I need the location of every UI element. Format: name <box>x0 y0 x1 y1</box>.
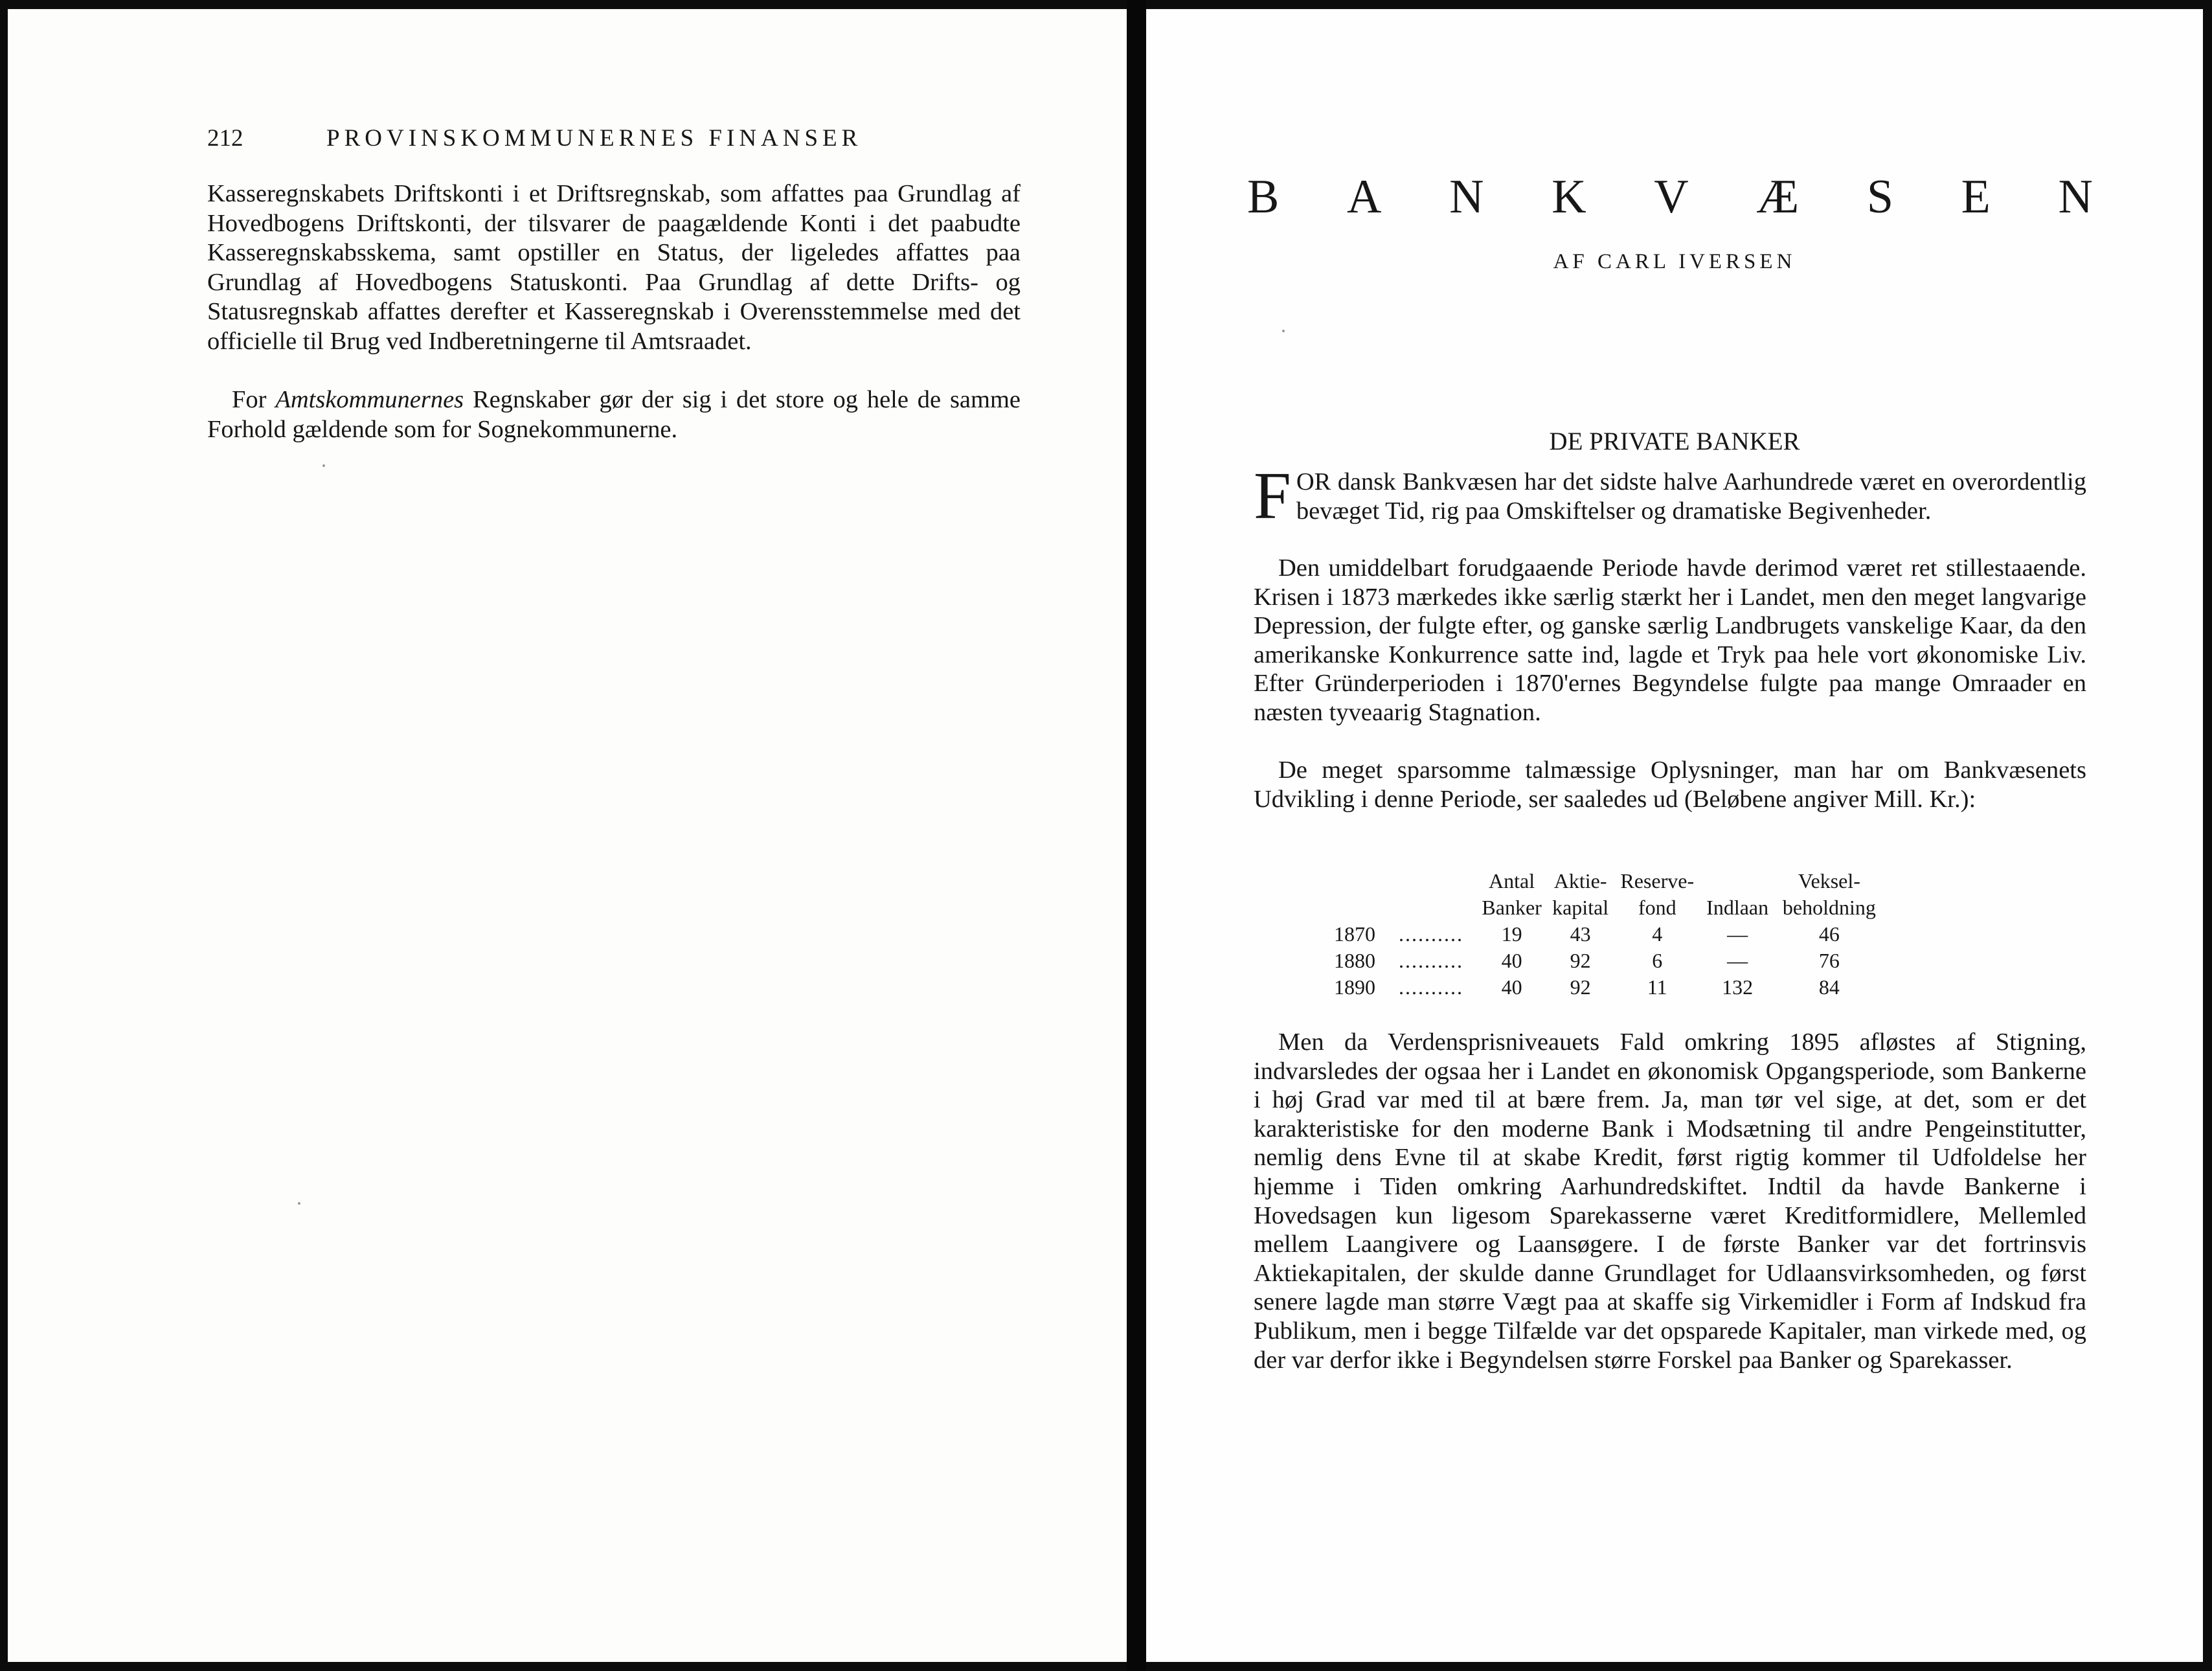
section-heading: DE PRIVATE BANKER <box>1549 427 1800 455</box>
row-year: 1890 <box>1334 975 1375 999</box>
table-row <box>1334 921 1884 948</box>
title-letter: V <box>1654 170 1689 223</box>
body-paragraph-1: Den umiddelbart forudgaaende Periode havde derimod været ret stillestaaende. Krisen i 1873 mærkedes ikke særlig stærkt her i Landet, men den meget langvarige Depression, der fulgte efter, og ganske særlig Landbrugets vanskelige Kaar, da den amerikanske Konkurrence satte ind, lagde et Tryk paa hele vort økonomiske Liv. Efter Gründerperioden i 1870'ernes Begyndelse fulgte paa mange Omraader en næsten tyveaarig Stagnation. <box>1254 554 2086 726</box>
column-header: Banker <box>1482 896 1542 919</box>
column-header: Veksel- <box>1798 869 1860 892</box>
title-letter: E <box>1961 170 1991 223</box>
column-header: fond <box>1638 896 1676 919</box>
bank-statistics-table <box>1334 868 1884 1001</box>
column-header <box>1700 868 1774 894</box>
row-leader: .......... <box>1399 949 1463 972</box>
table-cell: 40 <box>1501 975 1522 999</box>
intro-text: OR dansk Bankvæsen har det sidste halve Aarhundrede været en overordentlig bevæget Tid, rig paa Omskiftelser og dramatiske Begivenheder. <box>1296 468 2086 525</box>
table-cell: 132 <box>1722 975 1754 999</box>
intro-paragraph <box>1254 459 2086 533</box>
body-paragraph-2: De meget sparsomme talmæssige Oplysninger, man har om Bankvæsenets Udvikling i denne Periode, ser saaledes ud (Beløbene angiver Mill. Kr.): <box>1254 756 2086 813</box>
title-letter: B <box>1247 170 1280 223</box>
table-cell: 46 <box>1818 922 1840 946</box>
row-leader: .......... <box>1399 975 1463 999</box>
left-page <box>8 9 1127 1662</box>
table-cell: — <box>1727 922 1748 946</box>
running-header <box>207 124 1049 152</box>
title-letter: Æ <box>1756 170 1800 223</box>
row-year: 1870 <box>1334 922 1375 946</box>
title-letter: N <box>2058 170 2093 223</box>
title-letter: A <box>1347 170 1382 223</box>
title-letter: K <box>1552 170 1586 223</box>
page-number: 212 <box>207 125 243 152</box>
left-paragraph-1: Kasseregnskabets Driftskonti i et Driftsregnskab, som affattes paa Grundlag af Hovedbogens Driftskonti, der tilsvarer de paagældende Konti i det paabudte Kasseregnskabsskema, samt opstiller en Status, der ligeledes affattes paa Grundlag af Hovedbogens Statuskonti. Paa Grundlag af dette Drifts- og Statusregnskab affattes derefter et Kasseregnskab i Overensstemmelse med det officielle til Brug ved Indberetningerne til Amtsraadet. <box>207 180 1021 355</box>
table-cell: 19 <box>1501 922 1522 946</box>
row-leader: .......... <box>1399 922 1463 946</box>
table-row <box>1334 948 1884 974</box>
left-paragraph-2-italic: Amtskommunernes <box>275 386 464 413</box>
book-spine-gap <box>1127 0 1146 1671</box>
table-header-row <box>1334 894 1884 921</box>
left-paragraph-2-start: For <box>232 386 276 413</box>
body-paragraph-3: Men da Verdensprisniveauets Fald omkring 1895 afløstes af Stigning, indvarsledes der ogsaa her i Landet en økonomisk Opgangsperiode, som Bankerne i høj Grad var med til at bære frem. Ja, man tør vel sige, at det, som er det karakteristiske for den moderne Bank i Modsætning til andre Pengeinstitutter, nemlig dens Evne til at skabe Kredit, først rigtig kommer til Udfoldelse her hjemme i Tiden omkring Aarhundredskiftet. Indtil da havde Bankerne i Hovedsagen kun ligesom Sparekasserne været Kreditformidlere, Mellemled mellem Laangivere og Laansøgere. I de første Banker var det fortrinsvis Aktiekapitalen, der skulde danne Grundlaget for Udlaansvirksomheden, og først senere lagde man større Vægt paa at skaffe sig Virkemidler i Form af Indskud fra Publikum, men i begge Tilfælde var det opsparede Kapitaler, man virkede med, og der var derfor ikke i Begyndelsen større Forskel paa Banker og Sparekasser. <box>1254 1029 2086 1374</box>
paper-speck <box>1282 330 1285 332</box>
row-year: 1880 <box>1334 949 1375 972</box>
column-header: Reserve- <box>1620 869 1695 892</box>
left-paragraph-2 <box>207 385 1021 444</box>
table-cell: 6 <box>1652 949 1663 972</box>
title-letter: S <box>1866 170 1893 223</box>
right-page <box>1146 9 2203 1662</box>
column-header: Antal <box>1489 869 1535 892</box>
table-header-row <box>1334 868 1884 894</box>
column-header: Indlaan <box>1706 896 1769 919</box>
table-cell: 4 <box>1652 922 1663 946</box>
left-paragraph-2-end: Regnskaber gør der sig i det store og hele de samme Forhold gældende som for Sognekommunerne. <box>207 386 1021 443</box>
title-letter: N <box>1449 170 1484 223</box>
drop-cap: F <box>1254 459 1291 533</box>
table-cell: 11 <box>1647 975 1667 999</box>
chapter-author: AF CARL IVERSEN <box>1553 250 1796 273</box>
table-row <box>1334 974 1884 1001</box>
paper-speck <box>298 1202 300 1205</box>
table-cell: 43 <box>1570 922 1591 946</box>
table-cell: 84 <box>1818 975 1840 999</box>
column-header: beholdning <box>1782 896 1876 919</box>
table-cell: 92 <box>1570 975 1591 999</box>
table-cell: 40 <box>1501 949 1522 972</box>
table-cell: — <box>1727 949 1748 972</box>
paper-speck <box>322 464 325 467</box>
table-cell: 76 <box>1818 949 1840 972</box>
column-header: Aktie- <box>1553 869 1607 892</box>
table-cell: 92 <box>1570 949 1591 972</box>
running-title: PROVINSKOMMUNERNES FINANSER <box>326 125 863 152</box>
column-header: kapital <box>1552 896 1609 919</box>
chapter-title <box>1247 171 2093 223</box>
